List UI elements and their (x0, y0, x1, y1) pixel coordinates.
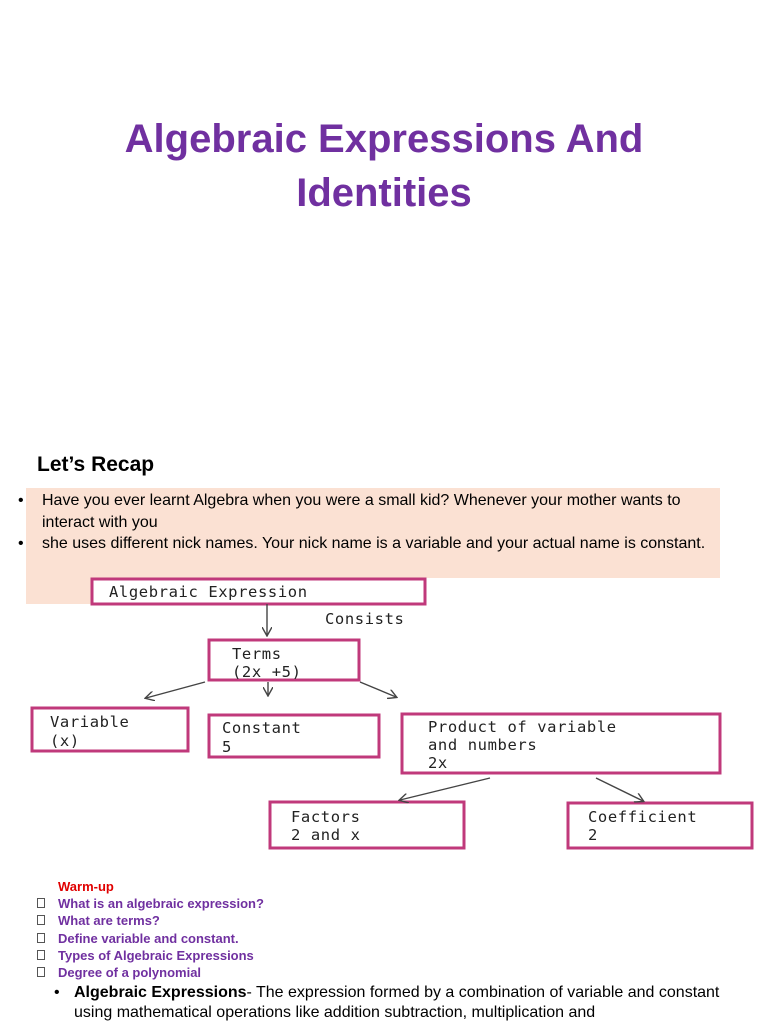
checkbox-icon (37, 898, 45, 908)
definition-paragraph (54, 983, 734, 1022)
product-label-2: and numbers (428, 736, 538, 754)
checkbox-icon (37, 915, 45, 925)
checkbox-icon (37, 933, 45, 943)
warmup-item: Types of Algebraic Expressions (34, 947, 264, 964)
checkbox-icon (37, 967, 45, 977)
root-label: Algebraic Expression (109, 583, 308, 601)
warmup-item: Degree of a polynomial (34, 964, 264, 981)
terms-label-1: Terms (232, 645, 282, 663)
factors-label-1: Factors (291, 808, 361, 826)
terms-label-2: (2x +5) (232, 663, 302, 681)
definition-term: Algebraic Expressions (74, 984, 247, 1001)
product-label-3: 2x (428, 754, 448, 772)
coefficient-label-1: Coefficient (588, 808, 698, 826)
consists-label: Consists (325, 610, 405, 628)
warmup-item: What are terms? (34, 912, 264, 929)
page-title (0, 112, 768, 220)
expression-diagram (0, 570, 768, 860)
recap-heading: Let’s Recap (37, 453, 155, 476)
arrow-terms-variable (146, 682, 205, 698)
variable-label-1: Variable (50, 713, 130, 731)
checkbox-icon (37, 950, 45, 960)
definition-text: - The expression formed by a combination of variable and constant using mathematical operations like addition subtraction, multiplication and (74, 984, 720, 1021)
bullet-icon: • (54, 984, 60, 1001)
constant-label-1: Constant (222, 719, 302, 737)
title-line-2: Identities (296, 171, 472, 215)
factors-label-2: 2 and x (291, 826, 361, 844)
arrow-terms-product (360, 682, 396, 697)
warmup-item: What is an algebraic expression? (34, 895, 264, 912)
warmup-title: Warm-up (58, 879, 114, 894)
coefficient-label-2: 2 (588, 826, 598, 844)
recap-bullet: • she uses different nick names. Your nick name is a variable and your actual name is constant. (18, 533, 718, 555)
warmup-list (34, 878, 264, 981)
constant-label-2: 5 (222, 738, 232, 756)
recap-bullets (18, 490, 718, 555)
arrow-product-coefficient (596, 778, 643, 801)
warmup-item: Define variable and constant. (34, 930, 264, 947)
arrow-product-factors (400, 778, 490, 800)
recap-bullet: • Have you ever learnt Algebra when you were a small kid? Whenever your mother wants to interact with you (18, 490, 718, 533)
variable-label-2: (x) (50, 732, 80, 750)
title-line-1: Algebraic Expressions And (124, 117, 644, 161)
product-label-1: Product of variable (428, 718, 617, 736)
